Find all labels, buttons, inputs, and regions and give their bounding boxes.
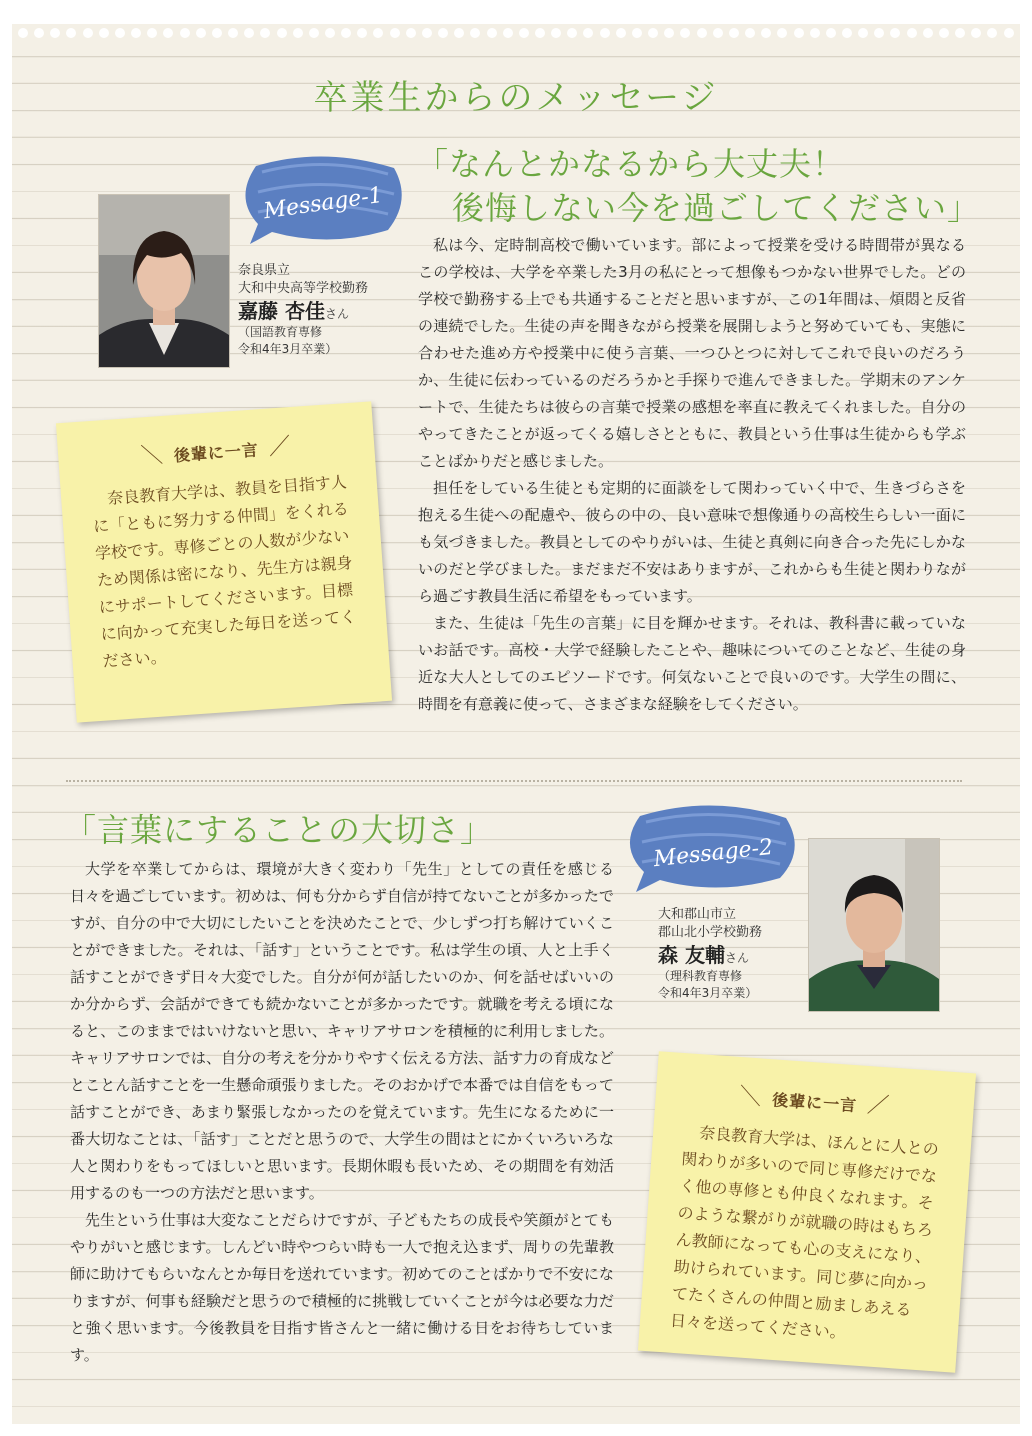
message-1-headline-line2: 後悔しない今を過ごしてください」 [452,189,981,227]
message-2-paragraph: 先生という仕事は大変なことだらけですが、子どもたちの成長や笑顔がとてもやりがいと感じます。しんどい時やつらい時も一人で抱え込まず、周りの先輩教師に助けてもらいなんとか毎日を送れています。初めてのことばかりで不安になりますが、何事も経験だと思うので積極的に挑戦していくことが今は必要な力だと強く思います。今後教員を目指す皆さんと一緒に働ける日をお待ちしています。 [70,1211,614,1364]
honorific: さん [324,307,349,321]
section-divider [66,780,962,782]
major: （国語教育専修 [238,325,323,339]
punch-hole [309,28,319,38]
punch-hole [697,28,707,38]
punch-hole [567,28,577,38]
punch-hole [244,28,254,38]
punch-hole [551,28,561,38]
punch-hole [664,28,674,38]
punch-hole [842,28,852,38]
message-1-bubble [238,152,408,248]
punch-hole [761,28,771,38]
sticky-note-title-row [57,423,374,476]
punch-hole [66,28,76,38]
punch-hole [357,28,367,38]
sticky-note-title: 後輩に一言 [771,1090,858,1116]
graduate-info-1 [238,262,408,358]
punch-hole [83,28,93,38]
sticky-note-title-row [655,1073,974,1126]
punch-hole [729,28,739,38]
graduate-info-2 [658,906,808,1002]
punch-hole [18,28,28,38]
honorific: さん [724,951,749,965]
punch-hole [277,28,287,38]
affiliation-line2: 大和中央高等学校勤務 [238,281,369,296]
punch-hole [632,28,642,38]
punch-hole [228,28,238,38]
message-2-label: Message-2 [652,834,775,873]
punch-hole [293,28,303,38]
message-2-headline: 「言葉にすることの大切さ」 [64,811,494,849]
message-1-body [418,232,966,718]
punch-hole [422,28,432,38]
sticky-note-2 [638,1051,976,1372]
punch-hole [858,28,868,38]
affiliation-line1: 奈良県立 [238,263,291,278]
graduate-photo-1 [98,194,230,368]
punch-holes [18,28,1014,42]
slash-decoration: ＼ [140,442,165,470]
punch-hole [406,28,416,38]
graduate-photo-2 [808,838,940,1012]
punch-hole [826,28,836,38]
message-1-paragraph: 担任をしている生徒とも定期的に面談をして関わっていく中で、生きづらさを抱える生徒への配慮や、彼らの中の、良い意味で想像通りの高校生らしい一面にも気づきました。教員としてのやりがいは、生徒と真剣に向き合った先にしかないのだと学びました。まだまだ不安はありますが、これからも生徒と関わりながら過ごす教員生活に希望をもっています。 [418,479,966,605]
slash-decoration: ／ [866,1092,891,1120]
punch-hole [810,28,820,38]
punch-hole [373,28,383,38]
punch-hole [487,28,497,38]
punch-hole [99,28,109,38]
sticky-note-body: 奈良教育大学は、ほんとに人との関わりが多いので同じ専修だけでなく他の専修とも仲良くなれます。そのような繋がりが就職の時はもちろん教師になっても心の支えになり、助けられています。同じ夢に向かってたくさんの仲間と励ましあえる日々を送ってください。 [669,1123,940,1342]
slash-decoration: ／ [267,434,293,461]
punch-hole [794,28,804,38]
punch-hole [34,28,44,38]
punch-hole [341,28,351,38]
punch-hole [196,28,206,38]
message-1-paragraph: また、生徒は「先生の言葉」に目を輝かせます。それは、教科書に載っていないお話です。高校・大学で経験したことや、趣味についてのことなど、生徒の身近な大人としてのエピソードです。何気ないことで良いのです。大学生の間に、時間を有意義に使って、さまざまな経験をしてください。 [418,614,966,713]
sticky-note-title: 後輩に一言 [173,440,260,466]
punch-hole [713,28,723,38]
message-1-label: Message-1 [262,182,385,225]
punch-hole [890,28,900,38]
graduate-name: 森 友輔 [658,943,725,967]
sticky-note-body: 奈良教育大学は、教員を目指す人に「ともに努力する仲間」をくれる学校です。専修ごとの人数が少ないため関係は密になり、先生方は親身にサポートしてくださいます。目標に向かって充実した毎日を送ってください。 [92,472,357,671]
graduation: 令和4年3月卒業） [238,342,338,356]
punch-hole [131,28,141,38]
punch-hole [180,28,190,38]
affiliation-line1: 大和郡山市立 [658,907,737,922]
message-1-headline-line1: 「なんとかなるから大丈夫！ [416,145,846,183]
graduate-name-row [238,298,408,324]
punch-hole [971,28,981,38]
slash-decoration: ＼ [738,1084,764,1111]
punch-hole [390,28,400,38]
message-2-paragraph: 大学を卒業してからは、環境が大きく変わり「先生」としての責任を感じる日々を過ごしています。初めは、何も分からず自信が持てないことが多かったですが、自分の中で大切にしたいことを決めたことで、少しずつ打ち解けていくことができました。それは、「話す」ということです。私は学生の頃、人と上手く話すことができず日々大変でした。自分が何が話したいのか、何を話せばいいのか分からず、会話ができても続かないことが多かったです。就職を考える頃になると、このままではいけないと思い、キャリアサロンを積極的に利用しました。キャリアサロンでは、自分の考えを分かりやすく伝える方法、話す力の育成などとことん話すことを一生懸命頑張りました。そのおかげで本番では自信をもって話すことができ、あまり緊張しなかったのを覚えています。先生になるために一番大切なことは、「話す」ことだと思うので、大学生の間はとにかくいろいろな人と関わりをもってほしいと思います。長期休暇も長いため、その期間を有効活用するのも一つの方法だと思います。 [70,860,614,1202]
graduate-name: 嘉藤 杏佳 [238,299,325,323]
punch-hole [907,28,917,38]
punch-hole [777,28,787,38]
punch-hole [745,28,755,38]
punch-hole [1004,28,1014,38]
punch-hole [616,28,626,38]
message-2-bubble [622,800,802,896]
punch-hole [680,28,690,38]
punch-hole [454,28,464,38]
punch-hole [503,28,513,38]
punch-hole [147,28,157,38]
punch-hole [438,28,448,38]
punch-hole [163,28,173,38]
punch-hole [115,28,125,38]
punch-hole [955,28,965,38]
punch-hole [923,28,933,38]
graduate-name-row [658,942,808,968]
punch-hole [583,28,593,38]
major: （理科教育専修 [658,969,743,983]
punch-hole [535,28,545,38]
message-1-headline [416,142,981,230]
message-2-body [70,856,614,1369]
punch-hole [600,28,610,38]
punch-hole [260,28,270,38]
punch-hole [325,28,335,38]
punch-hole [50,28,60,38]
punch-hole [470,28,480,38]
punch-hole [987,28,997,38]
punch-hole [212,28,222,38]
message-1-paragraph: 私は今、定時制高校で働いています。部によって授業を受ける時間帯が異なるこの学校は、大学を卒業した3月の私にとって想像もつかない世界でした。どの学校で勤務する上でも共通することだと思いますが、この1年間は、煩悶と反省の連続でした。生徒の声を聞きながら授業を展開しようと努めていても、実態に合わせた進め方や授業中に使う言葉、一つひとつに対してこれで良いのだろうか、生徒に伝わっているのだろうかと手探りで進んできました。学期末のアンケートで、生徒たちは彼らの言葉で授業の感想を率直に教えてくれました。自分のやってきたことが返ってくる嬉しさとともに、教員という仕事は生徒からも学ぶことばかりだと感じました。 [418,236,966,470]
punch-hole [648,28,658,38]
affiliation-line2: 郡山北小学校勤務 [658,925,763,940]
punch-hole [519,28,529,38]
page-title: 卒業生からのメッセージ [313,78,719,118]
graduation: 令和4年3月卒業） [658,986,758,1000]
punch-hole [939,28,949,38]
sticky-note-1 [56,401,392,722]
punch-hole [874,28,884,38]
